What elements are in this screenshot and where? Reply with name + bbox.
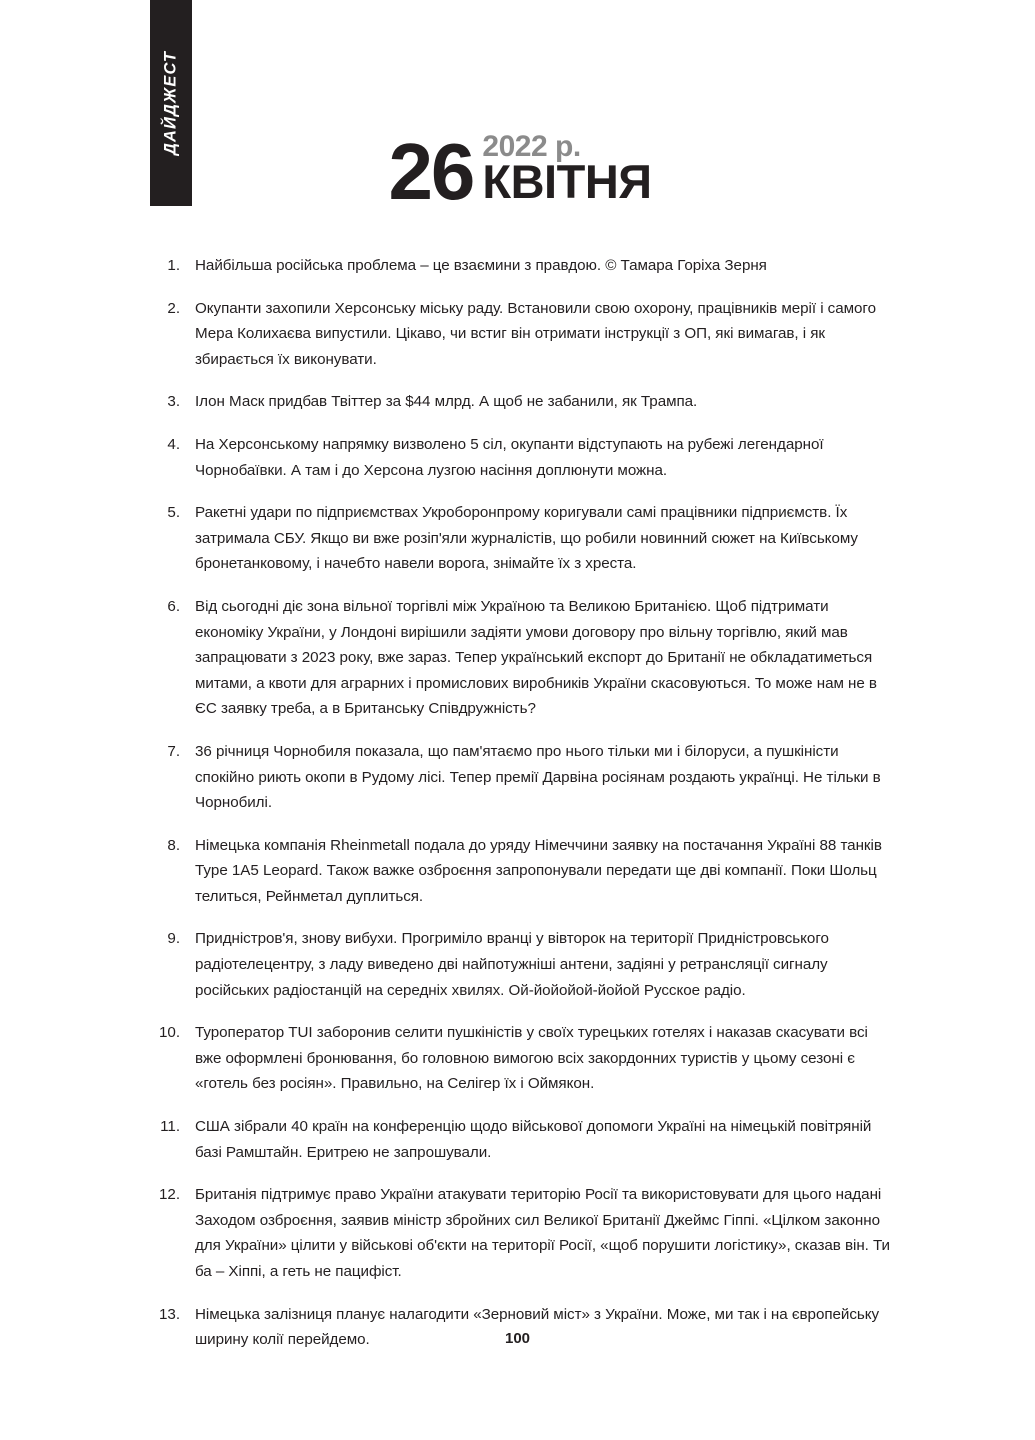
digest-item [150,833,890,910]
digest-item-number: 6. [167,597,180,615]
masthead-month: КВІТНЯ [482,155,652,209]
digest-item-number: 3. [167,393,180,411]
page-number: 100 [504,1330,531,1347]
digest-item-text: Німецька компанія Rheinmetall подала до уряду Німеччини заявку на постачання Україні 88 танків Type 1A5 Leopard. Також важке озброєння запропонували передати ще дві компанії. Поки Шольц телиться, Рейнметал дуплиться. [195,836,882,905]
digest-item-number: 8. [167,836,180,854]
digest-item-text: Ракетні удари по підприємствах Укроборонпрому коригували самі працівники підприємств. Їх затримала СБУ. Якщо ви вже розіп'яли журналістів, що робили новинний сюжет на Київському бронетанковому, і начебто навели ворога, знімайте їх з хреста. [195,504,858,573]
digest-item-number: 2. [167,299,180,317]
digest-item [150,739,890,816]
digest-item [150,1020,890,1097]
digest-item [150,1114,890,1165]
digest-item-text: 36 річниця Чорнобиля показала, що пам'ятаємо про нього тільки ми і білоруси, а пушкіністи спокійно риють окопи в Рудому лісі. Тепер премії Дарвіна росіянам роздають українці. Не тільки в Чорнобилі. [195,742,881,812]
digest-item-text: Туроператор TUI заборонив селити пушкіністів у своїх турецьких готелях і наказав скасувати всі вже оформлені бронювання, бо головною вимогою всіх закордонних туристів у цьому сезоні є «готель без росіян». Правильно, на Селігер їх і Оймякон. [195,1024,868,1093]
digest-item [150,500,890,577]
digest-item-number: 7. [167,742,180,760]
digest-item-text: США зібрали 40 країн на конференцію щодо військової допомоги Україні на німецькій повітряній базі Рамштайн. Еритрею не запрошували. [195,1118,872,1161]
digest-item-number: 12. [159,1186,180,1204]
digest-item-text: Окупанти захопили Херсонську міську раду. Встановили свою охорону, працівників мерії і самого Мера Колихаєва випустили. Цікаво, чи встиг він отримати інструкції з ОП, які вимагав, і як збирається їх виконувати. [195,299,876,368]
digest-item [150,432,890,483]
masthead-year: 2022 р. [482,129,581,163]
digest-item-text: Від сьогодні діє зона вільної торгівлі між Україною та Великою Британією. Щоб підтримати економіку України, у Лондоні вирішили задіяти умови договору про вільну торгівлю, який мав запрацювати з 2023 року, вже зараз. Тепер український експорт до Британії не обкладатиметься митами, а квоти для аграрних і промислових виробників України скасовуються. То може нам не в ЄС заявку треба, а в Британську Співдружність? [195,597,877,718]
section-tab-label: ДАЙДЖЕСТ [161,50,180,156]
digest-item-text: Німецька залізниця планує налагодити «Зерновий міст» з України. Може, ми так і на європейську ширину колії перейдемо. [195,1305,880,1349]
digest-item-number: 10. [159,1024,180,1042]
digest-item [150,389,890,415]
date-masthead [150,105,890,217]
masthead-day: 26 [388,127,474,217]
digest-list [150,253,890,1353]
digest-item [150,594,890,722]
digest-item-number: 5. [167,504,180,522]
digest-item [150,926,890,1003]
digest-item [150,253,890,279]
digest-item-text: На Херсонському напрямку визволено 5 сіл, окупанти відступають на рубежі легендарної Чорнобаївки. А там і до Херсона лузгою насіння доплюнути можна. [195,435,824,479]
digest-item-number: 13. [159,1305,180,1323]
digest-item [150,296,890,373]
digest-item-text: Ілон Маск придбав Твіттер за $44 млрд. А щоб не забанили, як Трампа. [195,393,698,411]
digest-item-text: Британія підтримує право України атакувати територію Росії та використовувати для цього надані Заходом озброєння, заявив міністр збройних сил Великої Британії Джеймс Гіппі. «Цілком законно для України» цілити у військові об'єкти на території Росії, «щоб порушити логістику», сказав він. Ти ба – Хіппі, а геть не пацифіст. [195,1186,890,1280]
digest-item-number: 9. [167,930,180,948]
digest-item [150,1182,890,1284]
digest-item-number: 1. [167,257,180,274]
digest-item-number: 4. [167,435,180,453]
digest-item-text: Придністров'я, знову вибухи. Прогриміло вранці у вівторок на території Придністровського радіотелецентру, з ладу виведено дві найпотужніші антени, задіяні у ретрансляції сигналу російських радіостанцій на середніх хвилях. Ой-йойойой-йойой Русское радіо. [195,930,829,999]
digest-item-text: Найбільша російська проблема – це взаємини з правдою. © Тамара Горіха Зерня [195,257,767,274]
digest-item-number: 11. [160,1118,180,1136]
